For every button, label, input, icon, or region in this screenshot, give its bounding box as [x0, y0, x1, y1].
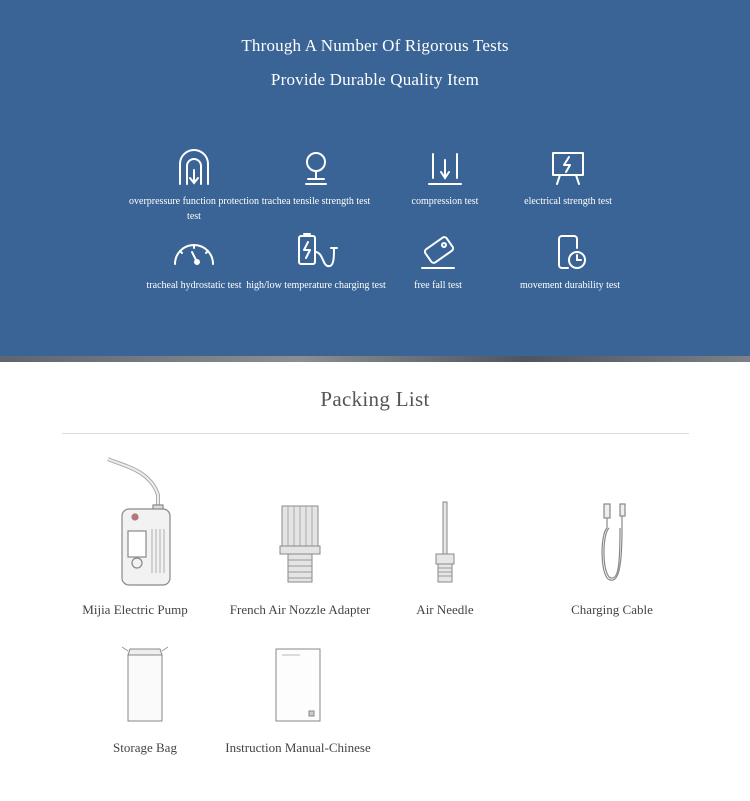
free-fall-icon: [418, 232, 458, 272]
pack-item-air-needle: [405, 500, 485, 620]
test-label: electrical strength test: [524, 196, 612, 207]
instruction-manual-icon: [270, 645, 326, 725]
test-label: compression test: [411, 196, 479, 207]
test-label: movement durability test: [520, 280, 620, 291]
compression-icon: [425, 148, 465, 188]
packing-list-title: Packing List: [320, 387, 430, 411]
test-item-movement-durability: [500, 232, 640, 293]
tests-section: [0, 0, 750, 360]
test-label: overpressure function protection test: [129, 196, 259, 222]
photo-strip: [0, 356, 750, 362]
pack-label: French Air Nozzle Adapter: [229, 602, 371, 617]
test-label: tracheal hydrostatic test: [146, 280, 242, 291]
trachea-tensile-icon: [296, 148, 336, 188]
air-needle-icon: [425, 500, 465, 585]
phone-clock-icon: [550, 232, 590, 272]
test-item-trachea-tensile: [246, 148, 386, 209]
storage-bag-icon: [120, 645, 170, 725]
test-label: free fall test: [414, 280, 462, 291]
pack-item-instruction-manual: [225, 645, 371, 760]
gauge-icon: [172, 234, 216, 268]
pack-item-charging-cable: [562, 500, 662, 620]
pack-label: Instruction Manual-Chinese: [225, 740, 371, 755]
pack-item-pump: [80, 455, 190, 620]
test-item-compression: [375, 148, 515, 209]
pack-item-nozzle-adapter: [229, 500, 371, 620]
charging-cable-icon: [582, 500, 642, 585]
electrical-strength-icon: [548, 148, 588, 188]
pack-label: Storage Bag: [113, 740, 177, 755]
test-item-overpressure: [124, 148, 264, 224]
tests-headline-line1: Through A Number Of Rigorous Tests: [241, 36, 509, 55]
overpressure-icon: [174, 148, 214, 188]
pack-label: Charging Cable: [571, 602, 653, 617]
pack-item-storage-bag: [110, 645, 180, 760]
test-label: trachea tensile strength test: [261, 196, 371, 207]
nozzle-adapter-icon: [270, 500, 330, 585]
test-item-electrical-strength: [498, 148, 638, 209]
test-item-temperature-charging: [246, 232, 386, 293]
electric-pump-icon: [80, 455, 190, 595]
test-item-tracheal-hydrostatic: [124, 234, 264, 293]
tests-headline-line2: Provide Durable Quality Item: [270, 70, 480, 89]
battery-charging-icon: [294, 232, 338, 272]
divider: [62, 433, 689, 434]
test-label: high/low temperature charging test: [246, 280, 386, 291]
pack-label: Air Needle: [416, 602, 474, 617]
pack-label: Mijia Electric Pump: [82, 602, 188, 617]
test-item-free-fall: [368, 232, 508, 293]
